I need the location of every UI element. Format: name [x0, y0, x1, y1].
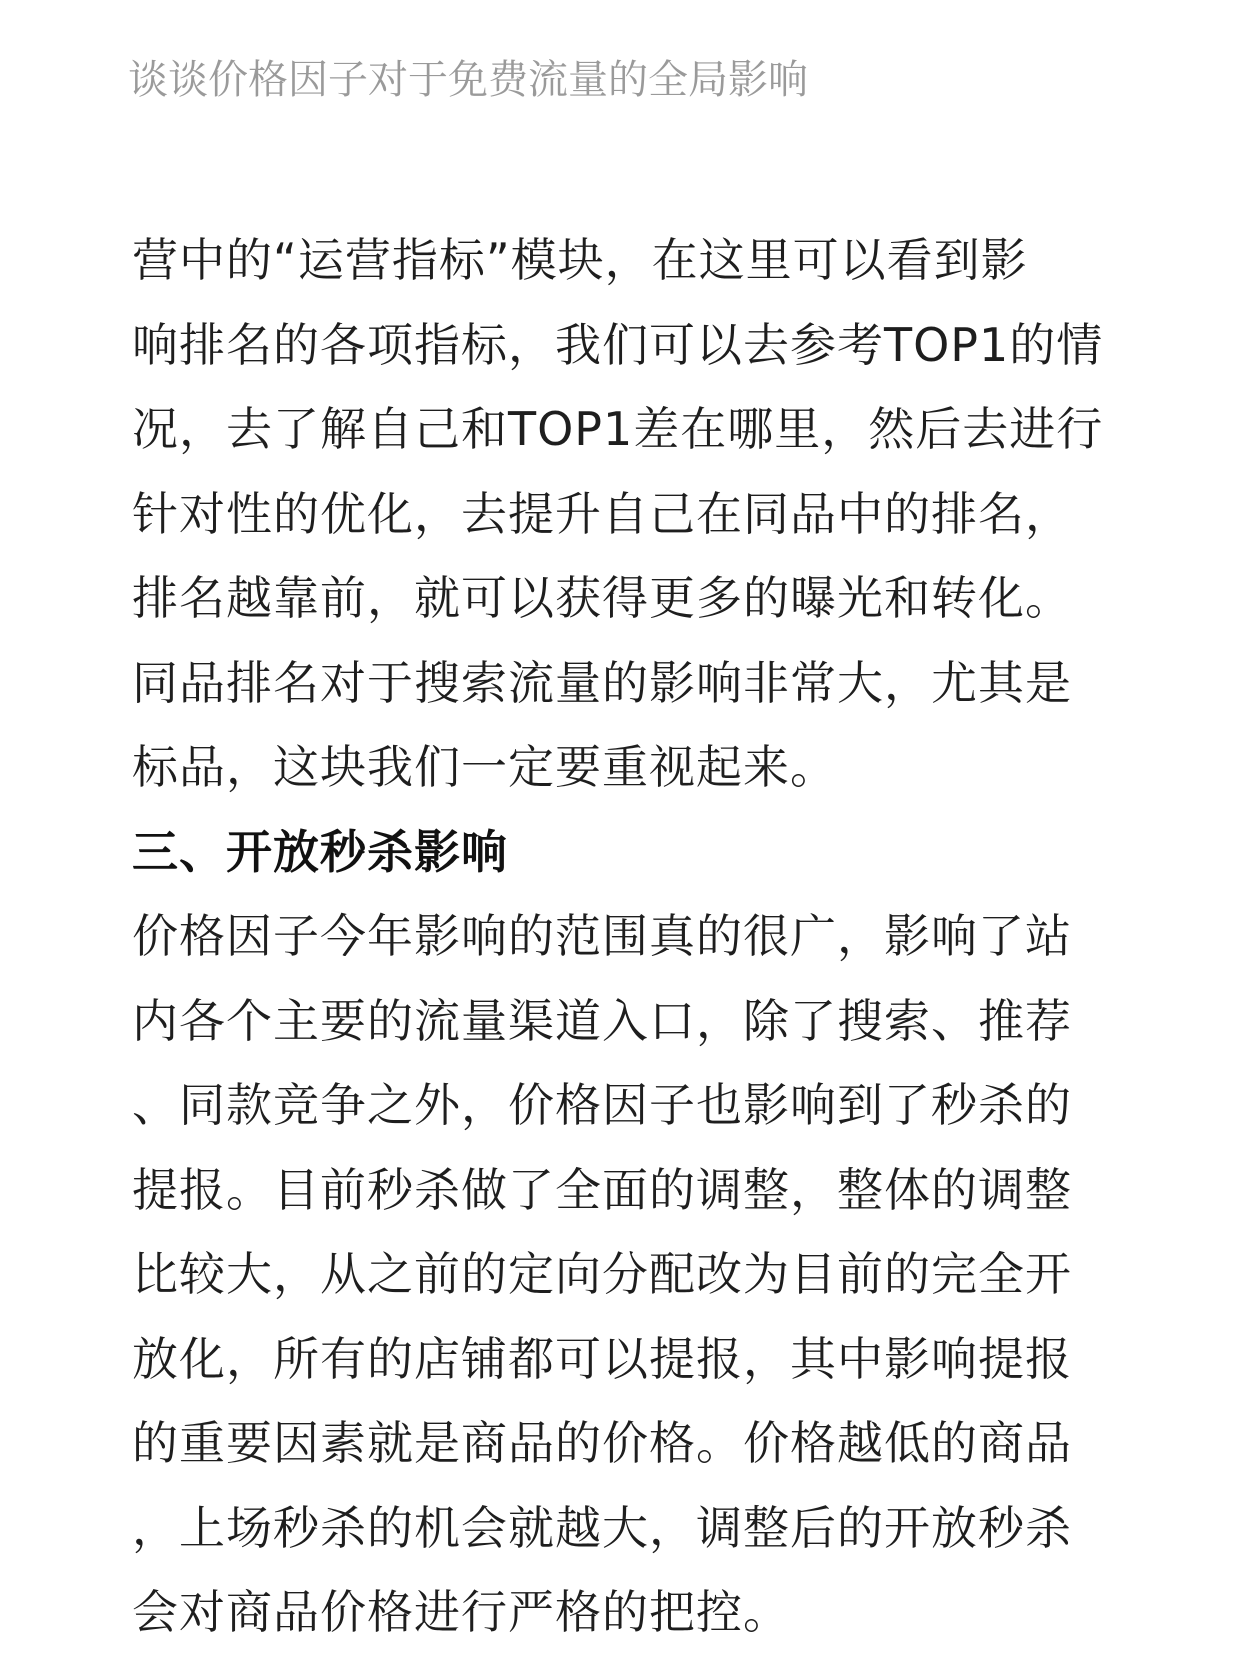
paragraph-line: 标品，这块我们一定要重视起来。: [132, 740, 837, 794]
paragraph-line: 响排名的各项指标，我们可以去参考TOP1的情: [132, 317, 1104, 372]
paragraph-line: 的重要因素就是商品的价格。价格越低的商品: [132, 1416, 1072, 1470]
paragraph-line: 况，去了解自己和TOP1差在哪里，然后去进行: [132, 402, 1104, 456]
paragraph-line: 放化，所有的店铺都可以提报，其中影响提报: [132, 1331, 1072, 1386]
paragraph-line: 价格因子今年影响的范围真的很广，影响了站: [132, 909, 1072, 963]
paragraph-line: 排名越靠前，就可以获得更多的曝光和转化。: [132, 571, 1072, 625]
paragraph-line: ，上场秒杀的机会就越大，调整后的开放秒杀: [132, 1500, 1072, 1555]
paragraph-line: 比较大，从之前的定向分配改为目前的完全开: [132, 1247, 1072, 1301]
paragraph-line: 内各个主要的流量渠道入口，除了搜索、推荐: [132, 993, 1072, 1048]
paragraph-line: 提报。目前秒杀做了全面的调整，整体的调整: [132, 1162, 1072, 1217]
section-heading: 三、开放秒杀影响: [132, 824, 508, 879]
page-title: 谈谈价格因子对于免费流量的全局影响: [128, 57, 808, 103]
paragraph-line: 同品排名对于搜索流量的影响非常大，尤其是: [132, 655, 1072, 710]
paragraph-line: 营中的“运营指标”模块，在这里可以看到影: [132, 233, 1028, 287]
paragraph-line: 针对性的优化，去提升自己在同品中的排名，: [132, 486, 1072, 541]
paragraph-line: 、同款竞争之外，价格因子也影响到了秒杀的: [132, 1078, 1072, 1132]
article-body: [132, 218, 1122, 1655]
paragraph-line: 会对商品价格进行严格的把控。: [132, 1585, 790, 1639]
